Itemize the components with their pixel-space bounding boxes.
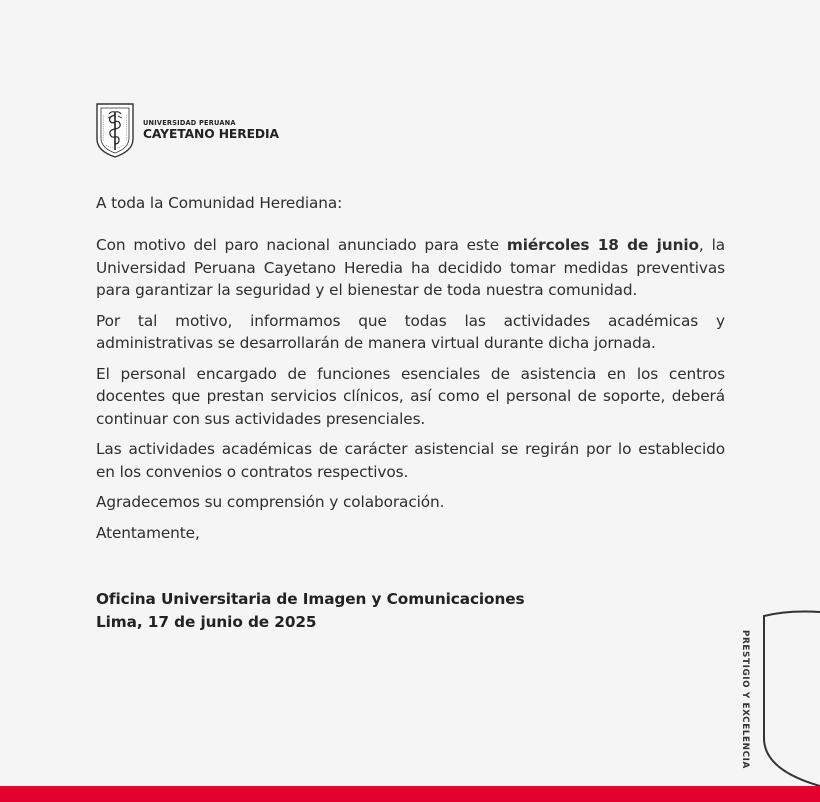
strike-date-highlight: miércoles 18 de junio (506, 236, 699, 254)
university-seal-icon (94, 101, 136, 159)
paragraph-4: Las actividades académicas de carácter asistencial se regirán por lo establecido en los convenios o contratos respectivos. (96, 440, 725, 481)
logo-university-line: UNIVERSIDAD PERUANA (143, 118, 236, 127)
paragraph-3: El personal encargado de funciones esenciales de asistencia en los centros docentes que prestan servicios clínicos, así como el personal de soporte, deberá continuar con sus actividades presenciales. (96, 364, 725, 428)
paragraph-2: Por tal motivo, informamos que todas las actividades académicas y administrativas se desarrollarán de manera virtual durante dicha jornada. (96, 311, 725, 352)
letter-body (96, 234, 725, 552)
closing-line: Atentamente, (96, 523, 200, 542)
slogan-text: PRESTIGIO Y EXCELENCIA (740, 630, 750, 769)
signature-office: Oficina Universitaria de Imagen y Comunicaciones (96, 590, 525, 608)
paragraph-1-text-end: , la Universidad Peruana Cayetano Heredia ha decidido tomar medidas preventivas para garantizar la seguridad y el bienestar de toda nuestra comunidad. (96, 236, 725, 299)
university-logo (94, 101, 279, 159)
bottom-accent-bar (0, 786, 820, 802)
signature-block (96, 588, 525, 634)
logo-name-line: CAYETANO HEREDIA (143, 127, 279, 142)
thanks-line: Agradecemos su comprensión y colaboración. (96, 493, 445, 511)
shield-outline-decoration (738, 608, 820, 786)
paragraph-1-text-start: Con motivo del paro nacional anunciado para este (96, 236, 507, 254)
paragraph-1 (96, 234, 725, 302)
signature-place-date: Lima, 17 de junio de 2025 (96, 613, 317, 631)
greeting: A toda la Comunidad Herediana: (96, 194, 343, 212)
